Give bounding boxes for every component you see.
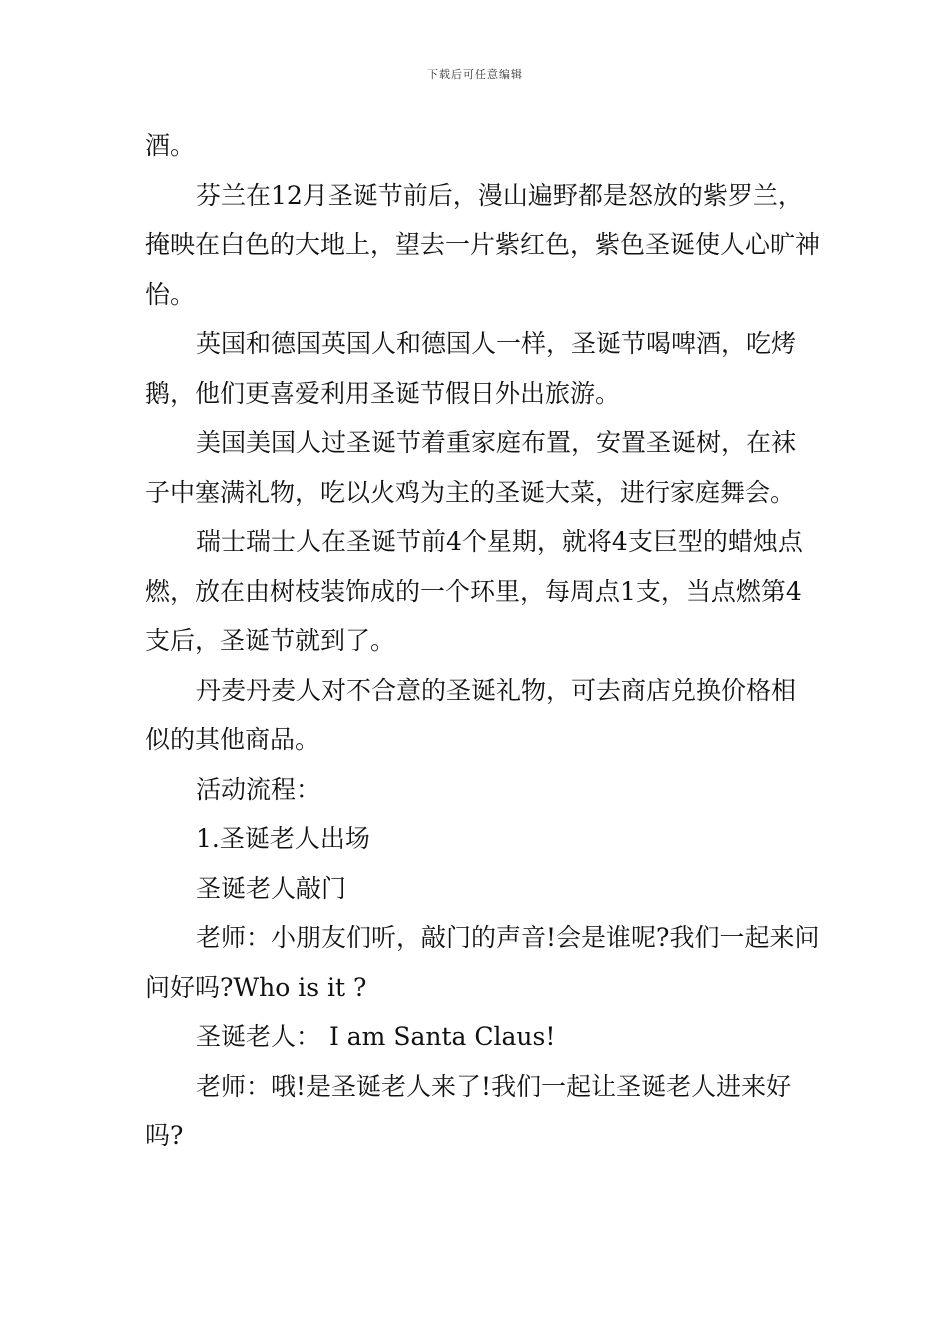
dialogue-line: 老师：小朋友们听，敲门的声音!会是谁呢?我们一起来问问好吗?Who is it ? xyxy=(145,923,820,1002)
paragraph: 美国美国人过圣诞节着重家庭布置，安置圣诞树，在袜子中塞满礼物，吃以火鸡为主的圣诞大菜，进行家庭舞会。 xyxy=(145,428,797,507)
page-header-note: 下载后可任意编辑 xyxy=(427,68,523,81)
paragraph: 酒。 xyxy=(145,131,196,160)
dialogue-line: 圣诞老人： I am Santa Claus! xyxy=(196,1022,556,1051)
dialogue-line: 老师：哦!是圣诞老人来了!我们一起让圣诞老人进来好吗? xyxy=(145,1071,792,1150)
paragraph: 瑞士瑞士人在圣诞节前4个星期，就将4支巨型的蜡烛点燃，放在由树枝装饰成的一个环里，每周点1支，当点燃第4支后，圣诞节就到了。 xyxy=(145,527,803,655)
paragraph: 英国和德国英国人和德国人一样，圣诞节喝啤酒，吃烤鹅，他们更喜爱利用圣诞节假日外出旅游。 xyxy=(145,329,797,408)
paragraph: 圣诞老人敲门 xyxy=(196,873,347,903)
paragraph: 芬兰在12月圣诞节前后，漫山遍野都是怒放的紫罗兰，掩映在白色的大地上，望去一片紫红色，紫色圣诞使人心旷神怡。 xyxy=(145,180,821,309)
document-body xyxy=(145,121,820,1161)
list-item: 1.圣诞老人出场 xyxy=(196,824,370,853)
section-heading: 活动流程： xyxy=(196,774,322,804)
paragraph: 丹麦丹麦人对不合意的圣诞礼物，可去商店兑换价格相似的其他商品。 xyxy=(145,675,797,754)
